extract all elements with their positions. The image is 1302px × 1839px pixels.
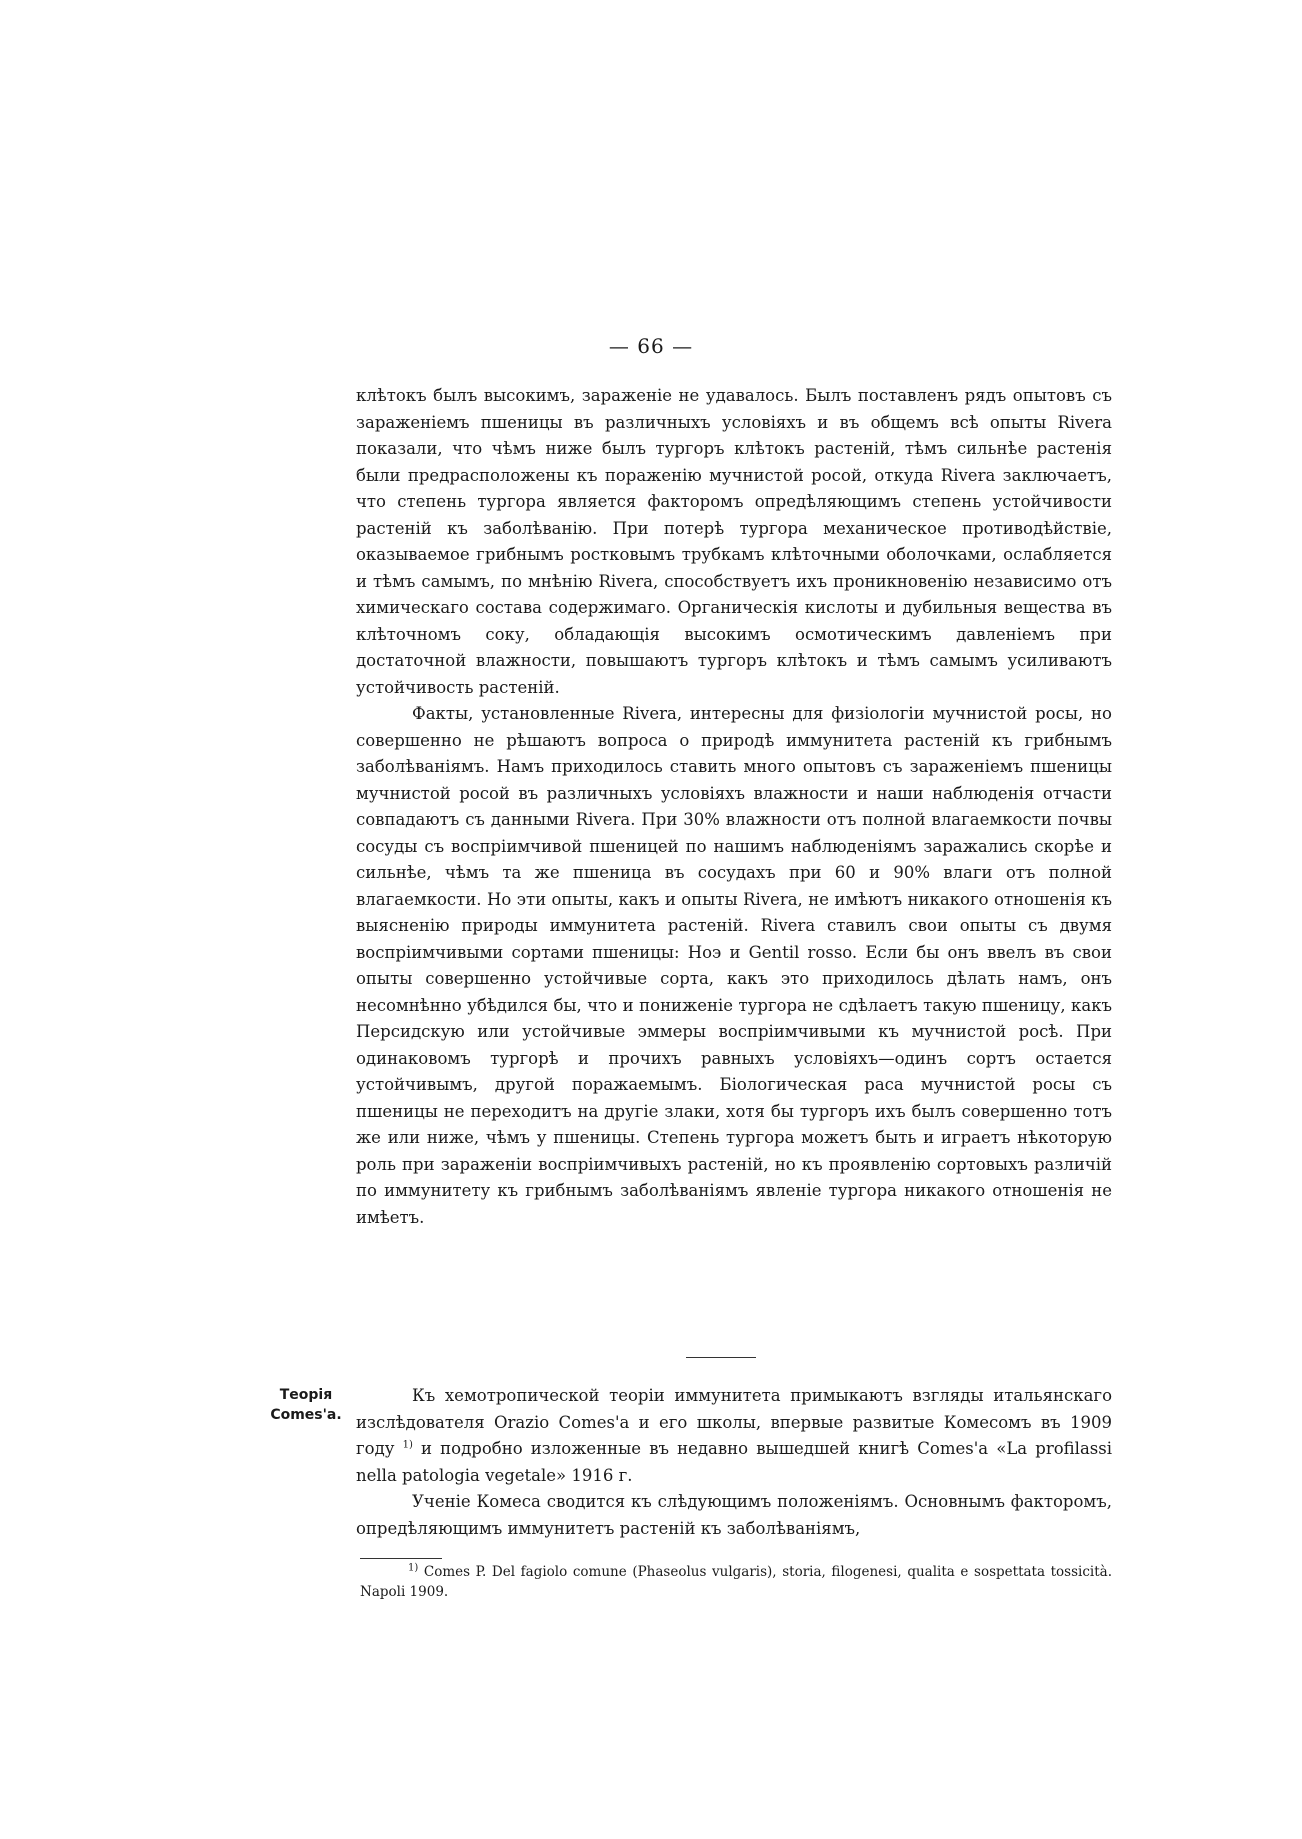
paragraph-turgor: клѣтокъ былъ высокимъ, зараженіе не удавалось. Былъ поставленъ рядъ опытовъ съ зараженіемъ пшеницы въ различныхъ условіяхъ и въ общемъ всѣ опыты Rivera показали, что чѣмъ ниже былъ тургоръ клѣтокъ растеній, тѣмъ сильнѣе растенія были предрасположены къ пораженію мучнистой росой, откуда Rivera заключаетъ, что степень тургора является факторомъ опредѣляющимъ степень устойчивости растеній къ заболѣванію. При потерѣ тургора механическое противодѣйствіе, оказываемое грибнымъ ростковымъ трубкамъ клѣточными оболочками, ослабляется и тѣмъ самымъ, по мнѣнію Rivera, способствуетъ ихъ проникновенію независимо отъ химическаго состава содержимаго. Органическія кислоты и дубильныя вещества въ клѣточномъ соку, обладающія высокимъ осмотическимъ давленіемъ при достаточной влажности, повышаютъ тургоръ клѣтокъ и тѣмъ самымъ усиливаютъ устойчивость растеній. <box>356 386 1112 697</box>
main-text-block <box>356 383 1112 1231</box>
footnote-text: Comes P. Del fagiolo comune (Phaseolus vulgaris), storia, filogenesi, qualita e sospettata tossicità. Napoli 1909. <box>360 1564 1112 1600</box>
margin-note <box>266 1385 346 1425</box>
section-divider <box>686 1357 756 1358</box>
paragraph-comes-part-1: Къ хемотропической теоріи иммунитета примыкаютъ взгляды итальянскаго изслѣдователя Orazio Comes'a и его школы, впервые развитые Комесомъ въ 1909 году <box>356 1386 1112 1458</box>
page-number: — 66 — <box>608 334 694 358</box>
paragraph-comes-theory <box>356 1383 1112 1489</box>
footnote-divider <box>360 1558 442 1559</box>
footnote-marker: 1) <box>408 1562 419 1574</box>
margin-note-line-1: Теорія <box>279 1387 333 1403</box>
comes-text-block <box>356 1383 1112 1542</box>
paragraph-comes-part-2: и подробно изложенные въ недавно вышедшей книгѣ Comes'a «La profilassi nella patologia vegetale» 1916 г. <box>356 1439 1112 1485</box>
margin-note-line-2: Comes'a. <box>270 1407 342 1423</box>
footnote-reference: 1) <box>402 1439 413 1451</box>
footnote <box>360 1562 1112 1602</box>
paragraph-rivera-facts: Факты, установленные Rivera, интересны для физіологіи мучнистой росы, но совершенно не рѣшаютъ вопроса о природѣ иммунитета растеній къ грибнымъ заболѣваніямъ. Намъ приходилось ставить много опытовъ съ зараженіемъ пшеницы мучнистой росой въ различныхъ условіяхъ влажности и наши наблюденія отчасти совпадаютъ съ данными Rivera. При 30% влажности отъ полной влагаемкости почвы сосуды съ воспріимчивой пшеницей по нашимъ наблюденіямъ заражались скорѣе и сильнѣе, чѣмъ та же пшеница въ сосудахъ при 60 и 90% влаги отъ полной влагаемкости. Но эти опыты, какъ и опыты Rivera, не имѣютъ никакого отношенія къ выясненію природы иммунитета растеній. Rivera ставилъ свои опыты съ двумя воспріимчивыми сортами пшеницы: Ноэ и Gentil rosso. Если бы онъ ввелъ въ свои опыты совершенно устойчивые сорта, какъ это приходилось дѣлать намъ, онъ несомнѣнно убѣдился бы, что и пониженіе тургора не сдѣлаетъ такую пшеницу, какъ Персидскую или устойчивые эммеры воспріимчивыми къ мучнистой росѣ. При одинаковомъ тургорѣ и прочихъ равныхъ условіяхъ—одинъ сортъ остается устойчивымъ, другой поражаемымъ. Біологическая раса мучнистой росы съ пшеницы не переходитъ на другіе злаки, хотя бы тургоръ ихъ былъ совершенно тотъ же или ниже, чѣмъ у пшеницы. Степень тургора можетъ быть и играетъ нѣкоторую роль при зараженіи воспріимчивыхъ растеній, но къ проявленію сортовыхъ различій по иммунитету къ грибнымъ заболѣваніямъ явленіе тургора никакого отношенія не имѣетъ. <box>356 704 1112 1227</box>
paragraph-comes-teaching: Ученіе Комеса сводится къ слѣдующимъ положеніямъ. Основнымъ факторомъ, опредѣляющимъ иммунитетъ растеній къ заболѣваніямъ, <box>356 1492 1112 1538</box>
